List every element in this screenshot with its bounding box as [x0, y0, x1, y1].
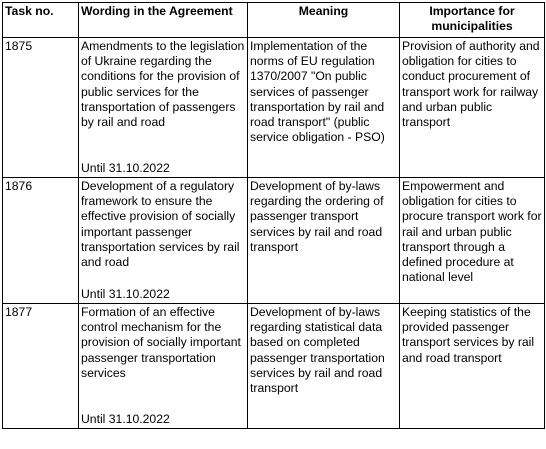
table-header-row	[3, 3, 545, 38]
header-meaning: Meaning	[248, 3, 400, 38]
importance-cell: Keeping statistics of the provided passenger transport services by rail and road transport	[400, 304, 545, 429]
deadline-text: Until 31.10.2022	[81, 411, 170, 426]
deadline-text: Until 31.10.2022	[81, 286, 170, 301]
deadline-text: Until 31.10.2022	[81, 160, 170, 175]
header-task-no: Task no.	[3, 3, 79, 38]
task-number-cell: 1875	[3, 38, 79, 178]
table-row	[3, 38, 545, 178]
importance-cell: Provision of authority and obligation for cities to conduct procurement of transport work for railway and urban public transport	[400, 38, 545, 178]
meaning-cell: Development of by-laws regarding statistical data based on completed passenger transportation services by rail and road transport	[248, 304, 400, 429]
wording-text: Development of a regulatory framework to ensure the effective provision of socially important passenger transportation services by rail and road	[81, 179, 240, 270]
wording-text: Formation of an effective control mechanism for the provision of socially important passenger transportation services	[81, 305, 241, 380]
agreement-tasks-table	[2, 2, 545, 429]
meaning-cell: Implementation of the norms of EU regulation 1370/2007 "On public services of passenger transportation by rail and road transport" (public service obligation - PSO)	[248, 38, 400, 178]
table-row	[3, 178, 545, 304]
task-number-cell: 1876	[3, 178, 79, 304]
importance-cell: Empowerment and obligation for cities to procure transport work for rail and urban public transport through a defined procedure at national level	[400, 178, 545, 304]
task-number-cell: 1877	[3, 304, 79, 429]
wording-cell	[79, 304, 248, 429]
meaning-cell: Development of by-laws regarding the ordering of passenger transport services by rail and road transport	[248, 178, 400, 304]
header-wording: Wording in the Agreement	[79, 3, 248, 38]
wording-cell	[79, 38, 248, 178]
wording-cell	[79, 178, 248, 304]
wording-text: Amendments to the legislation of Ukraine regarding the conditions for the provision of public services for the transportation of passengers by rail and road	[81, 39, 245, 130]
header-importance: Importance for municipalities	[400, 3, 545, 38]
table-row	[3, 304, 545, 429]
